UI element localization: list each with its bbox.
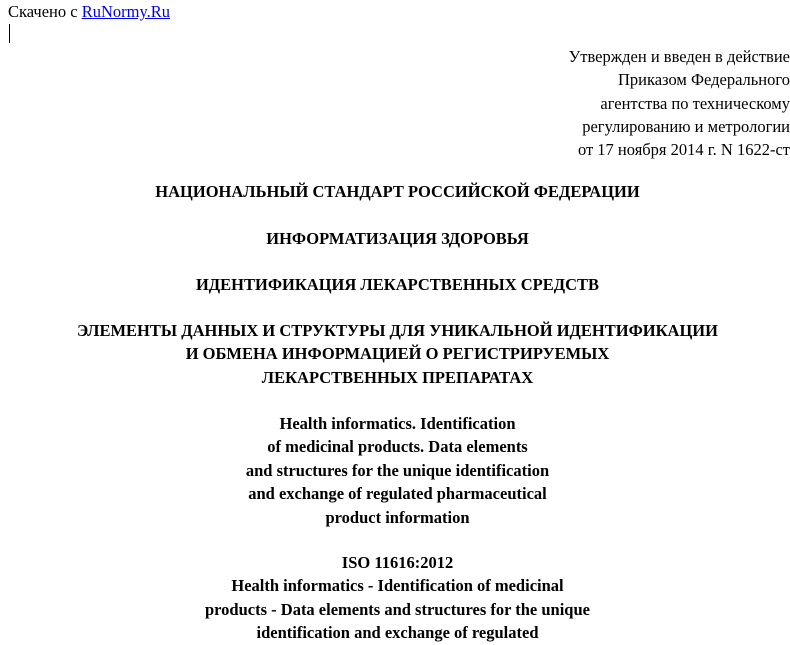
approval-line: Утвержден и введен в действие bbox=[568, 47, 790, 66]
approval-line: регулированию и метрологии bbox=[582, 116, 790, 136]
english-title bbox=[0, 412, 790, 529]
runormy-link[interactable]: RuNormy.Ru bbox=[81, 2, 171, 21]
approval-block bbox=[390, 45, 790, 161]
heading-line: НАЦИОНАЛЬНЫЙ СТАНДАРТ РОССИЙСКОЙ ФЕДЕРАЦИИ bbox=[155, 182, 640, 201]
english-title-line: and exchange of regulated pharmaceutical bbox=[248, 484, 547, 504]
iso-title-line: identification and exchange of regulated bbox=[256, 623, 539, 643]
heading-line: ЭЛЕМЕНТЫ ДАННЫХ И СТРУКТУРЫ ДЛЯ УНИКАЛЬНОЙ ИДЕНТИФИКАЦИИ bbox=[77, 321, 718, 340]
approval-line: Приказом Федерального bbox=[617, 70, 790, 90]
approval-line: от 17 ноября 2014 г. N 1622-ст bbox=[577, 140, 790, 160]
source-line bbox=[8, 0, 170, 23]
heading-line: ЛЕКАРСТВЕННЫХ ПРЕПАРАТАХ bbox=[261, 367, 534, 387]
iso-title-line: products - Data elements and structures for the unique bbox=[204, 599, 590, 619]
heading-line: ИНФОРМАТИЗАЦИЯ ЗДОРОВЬЯ bbox=[266, 229, 529, 248]
english-title-line: and structures for the unique identification bbox=[245, 460, 550, 480]
iso-number: ISO 11616:2012 bbox=[341, 553, 454, 572]
source-prefix: Скачено с bbox=[8, 2, 82, 21]
iso-block bbox=[0, 551, 790, 645]
elements-heading bbox=[0, 319, 790, 389]
iso-title-line: Health informatics - Identification of medicinal bbox=[231, 576, 564, 596]
english-title-line: Health informatics. Identification bbox=[279, 414, 516, 433]
national-standard-heading bbox=[0, 180, 790, 203]
informatization-heading bbox=[0, 227, 790, 250]
english-title-line: product information bbox=[325, 507, 470, 527]
approval-line: агентства по техническому bbox=[600, 93, 790, 113]
heading-line: ИДЕНТИФИКАЦИЯ ЛЕКАРСТВЕННЫХ СРЕДСТВ bbox=[195, 275, 600, 294]
english-title-line: of medicinal products. Data elements bbox=[267, 437, 528, 457]
text-cursor bbox=[9, 24, 10, 43]
heading-line: И ОБМЕНА ИНФОРМАЦИЕЙ О РЕГИСТРИРУЕМЫХ bbox=[185, 344, 610, 364]
identification-heading bbox=[0, 273, 790, 296]
